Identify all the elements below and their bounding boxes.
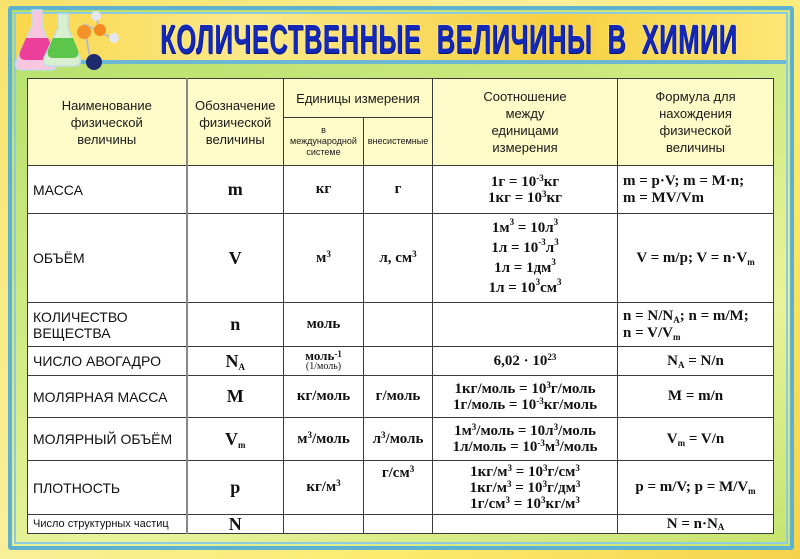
table-row-amount — [28, 303, 774, 347]
formula: N = n·NA — [618, 515, 774, 534]
unit-si — [284, 515, 364, 534]
unit-relations: $1кг/м^3 = 10^3г/см^3$ $1кг/м^3 = 10^3г/дм^3$ $1г/см^3 = 10^3кг/м^3$ — [433, 461, 618, 515]
formula: NA = N/n — [618, 347, 774, 376]
unit-si: $м^3$/моль — [284, 418, 364, 461]
unit-nonsi — [364, 347, 433, 376]
quantity-name: Число структурных частиц — [28, 515, 187, 534]
unit-nonsi: $л^3$/моль — [364, 418, 433, 461]
unit-relations: $1м^3$/моль = $10л^3$/моль 1л/моль = $10^{-3}м^3$/моль — [433, 418, 618, 461]
formula: M = m/n — [618, 376, 774, 418]
table-row-avogadro — [28, 347, 774, 376]
quantity-symbol: N — [187, 515, 284, 534]
header-formula: Формула для нахождения физической величины — [618, 79, 774, 166]
header-symbol: Обозначение физической величины — [187, 79, 284, 166]
unit-si: моль$^{-1}$ (1/моль) — [284, 347, 364, 376]
unit-si: моль — [284, 303, 364, 347]
quantity-name: МАССА — [28, 166, 187, 214]
unit-relations: 1кг/моль = $10^3г$/моль 1г/моль = $10^{-3}кг$/моль — [433, 376, 618, 418]
formula: m = p·V; m = M·n; m = MV/Vm — [618, 166, 774, 214]
unit-nonsi — [364, 303, 433, 347]
unit-si: кг/моль — [284, 376, 364, 418]
unit-relations: $1м^3 = 10л^3$ $1л = 10^{-3}л^3$ $1л = 1дм^3$ $1л = 10^3см^3$ — [433, 214, 618, 303]
poster-title: КОЛИЧЕСТВЕННЫЕ ВЕЛИЧИНЫ В ХИМИИ — [160, 16, 738, 62]
quantity-symbol: n — [187, 303, 284, 347]
quantity-name: ЧИСЛО АВОГАДРО — [28, 347, 187, 376]
quantity-symbol: m — [187, 166, 284, 214]
table-row-molar-mass — [28, 376, 774, 418]
quantity-name: МОЛЯРНЫЙ ОБЪЁМ — [28, 418, 187, 461]
header-units-si: в международной системе — [284, 118, 364, 166]
header-name: Наименование физической величины — [28, 79, 187, 166]
unit-nonsi — [364, 515, 433, 534]
quantity-symbol: Vm — [187, 418, 284, 461]
quantity-name: ПЛОТНОСТЬ — [28, 461, 187, 515]
quantity-name: ОБЪЁМ — [28, 214, 187, 303]
header-row — [28, 79, 774, 118]
quantity-symbol: V — [187, 214, 284, 303]
unit-nonsi: л, $см^3$ — [364, 214, 433, 303]
formula: n = N/NA; n = m/M; n = V/Vm — [618, 303, 774, 347]
header-units-nonsi: внесистемные — [364, 118, 433, 166]
formula: V = m/p; V = n·Vm — [618, 214, 774, 303]
unit-relations: $6,02 \cdot 10^{23}$ — [433, 347, 618, 376]
unit-nonsi: г/моль — [364, 376, 433, 418]
unit-relations: $1г = 10^{-3}кг$ $1кг = 10^3кг$ — [433, 166, 618, 214]
unit-relations — [433, 515, 618, 534]
unit-si: кг — [284, 166, 364, 214]
table-row-molar-volume — [28, 418, 774, 461]
quantity-name: МОЛЯРНАЯ МАССА — [28, 376, 187, 418]
quantities-table — [27, 78, 774, 534]
unit-nonsi: г — [364, 166, 433, 214]
lab-flasks-icon — [14, 4, 134, 74]
header-units: Единицы измерения — [284, 79, 433, 118]
header-relation: Соотношение между единицами измерения — [433, 79, 618, 166]
formula: Vm = V/n — [618, 418, 774, 461]
table-row-volume — [28, 214, 774, 303]
formula: p = m/V; p = M/Vm — [618, 461, 774, 515]
unit-si: $кг/м^3$ — [284, 461, 364, 515]
quantity-name: КОЛИЧЕСТВО ВЕЩЕСТВА — [28, 303, 187, 347]
table-row-mass — [28, 166, 774, 214]
table-row-particles — [28, 515, 774, 534]
unit-relations — [433, 303, 618, 347]
table-row-density — [28, 461, 774, 515]
unit-si: $м^3$ — [284, 214, 364, 303]
unit-nonsi: $г/см^3$ — [364, 461, 433, 515]
quantity-symbol: NA — [187, 347, 284, 376]
quantity-symbol: p — [187, 461, 284, 515]
quantity-symbol: M — [187, 376, 284, 418]
